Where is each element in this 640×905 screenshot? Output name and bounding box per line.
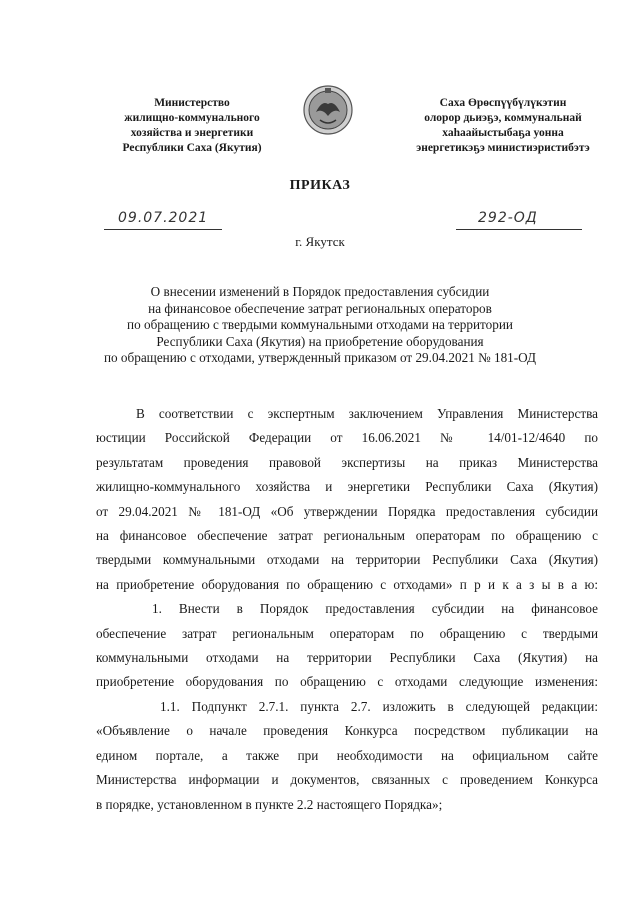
number-underline [456, 229, 582, 230]
body-line: твердыми коммунальными отходами на территории Республики Саха (Якутия) [96, 552, 598, 568]
body-line: едином портале, а также при необходимости на официальном сайте [96, 747, 598, 763]
ministry-name-line: Республики Саха (Якутия) [122, 142, 262, 154]
subject-line: на финансовое обеспечение затрат региональных операторов [148, 300, 492, 316]
body-line: «Объявление о начале проведения Конкурса посредством публикации на [96, 723, 598, 739]
city-line: г. Якутск [295, 234, 345, 249]
ministry-name-line: Саха Өрөспүүбүлүкэтин [439, 97, 567, 109]
order-body [96, 402, 598, 817]
ministry-name-yakut [388, 96, 618, 156]
document-title: ПРИКАЗ [289, 178, 351, 193]
body-line: обеспечение затрат региональным операторам по обращению с твердыми [96, 625, 598, 641]
ministry-name-line: олорор дьиэҕэ, коммунальнай [424, 112, 582, 124]
item-1-paragraph [96, 597, 598, 695]
ministry-name-line: хаһаайыстыбаҕа уонна [442, 127, 564, 139]
subject-line: Республики Саха (Якутия) на приобретение оборудования [156, 333, 484, 349]
body-line: на финансовое обеспечение затрат региональным операторам по обращению с [96, 528, 598, 544]
coat-of-arms-emblem [302, 82, 354, 138]
subject-line: по обращению с твердыми коммунальными отходами на территории [127, 317, 513, 332]
body-line: в порядке, установленном в пункте 2.2 настоящего Порядка»; [96, 796, 443, 812]
body-line: жилищно-коммунального хозяйства и энергетики Республики Саха (Якутия) [96, 479, 598, 495]
ministry-name-line: жилищно-коммунального [124, 112, 260, 124]
body-line: 1.1. Подпункт 2.7.1. пункта 2.7. изложить в следующей редакции: [160, 698, 598, 714]
ministry-name-line: энергетикэҕэ министиэристибэтэ [416, 142, 590, 154]
body-line: коммунальными отходами на территории Республики Саха (Якутия) на [96, 650, 598, 666]
body-line: от 29.04.2021 № 181-ОД «Об утверждении Порядка предоставления субсидии [96, 503, 598, 519]
subject-line: по обращению с отходами, утвержденный приказом от 29.04.2021 № 181-ОД [103, 350, 537, 365]
body-line: результатам проведения правовой экспертизы на приказ Министерства [96, 454, 598, 470]
order-subject [60, 284, 580, 367]
date-underline [104, 229, 222, 230]
ministry-name-russian [92, 96, 292, 156]
body-line: В соответствии с экспертным заключением Управления Министерства [136, 406, 598, 421]
body-line: 1. Внести в Порядок предоставления субсидии на финансовое [152, 601, 598, 617]
handwritten-order-number: 292-ОД [478, 210, 538, 226]
ministry-name-line: хозяйства и энергетики [130, 127, 254, 139]
body-line: юстиции Российской Федерации от 16.06.2021 № 14/01-12/4640 по [96, 430, 598, 446]
handwritten-date: 09.07.2021 [118, 210, 209, 226]
body-line: приобретение оборудования по обращению с отходами следующие изменения: [96, 674, 598, 690]
body-line: на приобретение оборудования по обращению с отходами» п р и к а з ы в а ю: [96, 576, 598, 592]
body-line: Министерства информации и документов, связанных с проведением Конкурса [96, 772, 598, 788]
subject-line: О внесении изменений в Порядок предоставления субсидии [150, 284, 490, 299]
preamble-paragraph [96, 402, 598, 597]
item-1-1-paragraph [96, 695, 598, 817]
ministry-name-line: Министерство [154, 97, 230, 109]
